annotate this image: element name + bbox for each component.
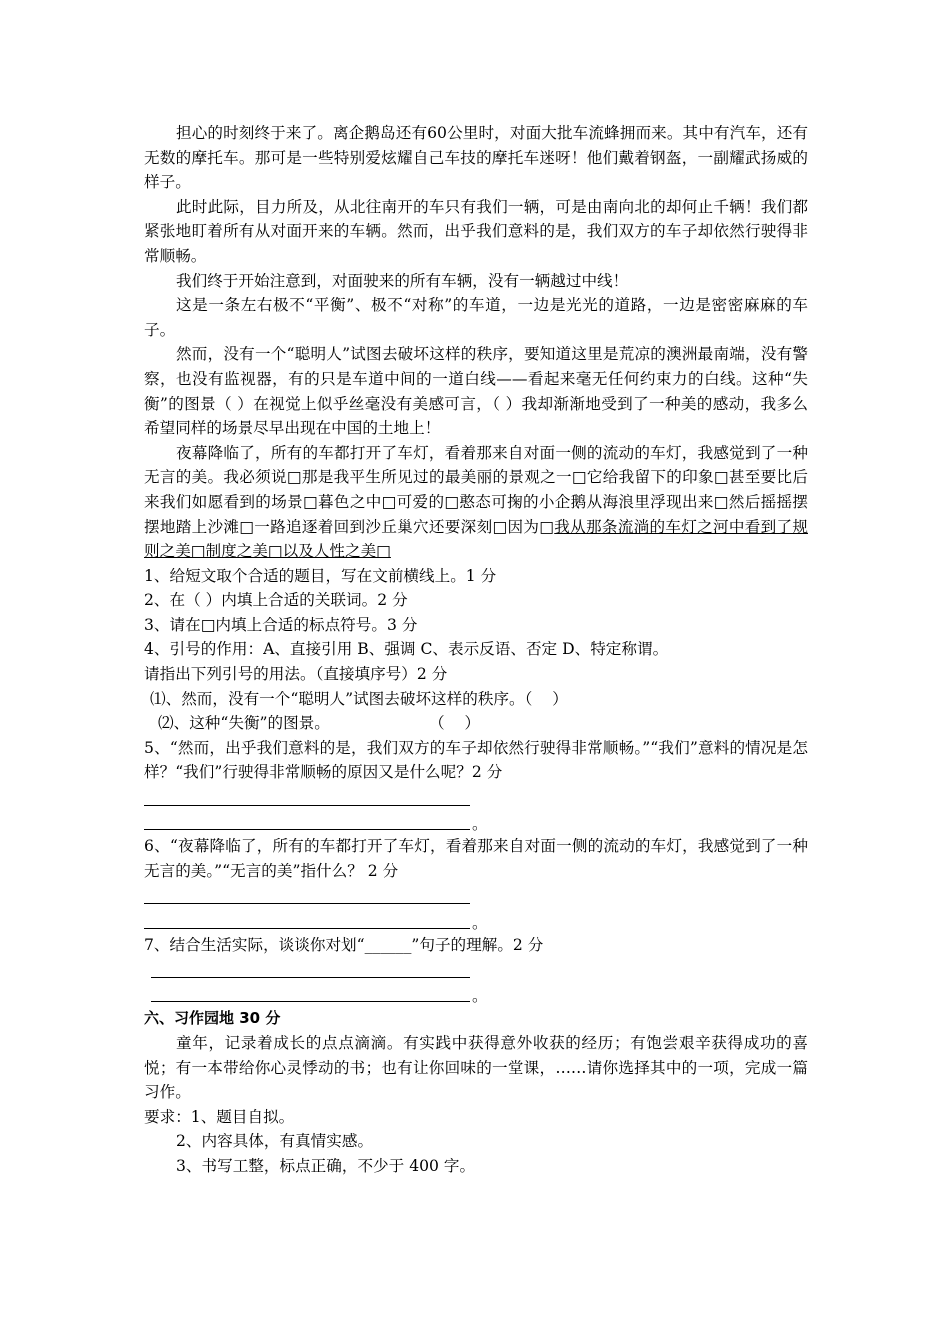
composition-heading: 六、习作园地 30 分 xyxy=(144,1009,281,1028)
passage-paragraph-4: 这是一条左右极不“平衡”、极不“对称”的车道，一边是光光的道路，一边是密密麻麻的车子。 xyxy=(144,296,808,339)
passage-paragraph-5: 然而，没有一个“聪明人”试图去破坏这样的秩序，要知道这里是荒凉的澳洲最南端，没有警察，也没有监视器，有的只是车道中间的一道白线——看起来毫无任何约束力的白线。这种“失衡”的图景（ ）在视觉上似乎丝毫没有美感可言，（ ）我却渐渐地受到了一种美的感动，我多么希望同样的场景尽早出现在中国的土地上！ xyxy=(144,345,808,438)
question-1: 1、给短文取个合适的题目，写在文前横线上。1 分 xyxy=(144,566,497,585)
underlined-sentence: 我从那条流淌的车灯之河中看到了规则之美□制度之美□以及人性之美□ xyxy=(144,517,808,561)
question-6: 6、“夜幕降临了，所有的车都打开了车灯，看着那来自对面一侧的流动的车灯，我感觉到了一种无言的美。”“无言的美”指什么？ 2 分 xyxy=(144,837,808,880)
period-mark: 。 xyxy=(472,987,488,1006)
exam-page xyxy=(144,121,808,1179)
question-5: 5、“然而，出乎我们意料的是，我们双方的车子却依然行驶得非常顺畅。”“我们”意料的情况是怎样？“我们”行驶得非常顺畅的原因又是什么呢？2 分 xyxy=(144,738,808,782)
answer-line-6a[interactable] xyxy=(144,883,808,908)
period-mark: 。 xyxy=(472,913,488,932)
requirement-1: 要求：1、题目自拟。 xyxy=(144,1107,295,1126)
answer-line-5a[interactable] xyxy=(144,785,808,810)
composition-prompt: 童年，记录着成长的点点滴滴。有实践中获得意外收获的经历；有饱尝艰辛获得成功的喜悦；有一本带给你心灵悸动的书；也有让你回味的一堂课，……请你选择其中的一项，完成一篇习作。 xyxy=(144,1033,808,1102)
answer-line-7a[interactable] xyxy=(144,957,808,982)
question-7: 7、结合生活实际，谈谈你对划“______”句子的理解。2 分 xyxy=(144,935,544,954)
question-2: 2、在（ ）内填上合适的关联词。2 分 xyxy=(144,591,408,610)
question-3: 3、请在□内填上合适的标点符号。3 分 xyxy=(144,615,418,634)
requirement-2: 2、内容具体，有真情实感。 xyxy=(176,1132,374,1151)
answer-line-6b[interactable] xyxy=(144,908,808,933)
requirement-3: 3、书写工整，标点正确，不少于 400 字。 xyxy=(176,1156,476,1175)
passage-paragraph-2: 此时此际，目力所及，从北往南开的车只有我们一辆，可是由南向北的却何止千辆！我们都紧张地盯着所有从对面开来的车辆。然而，出乎我们意料的是，我们双方的车子却依然行驶得非常顺畅。 xyxy=(144,197,808,265)
question-4-item-1: ⑴、然而，没有一个“聪明人”试图去破坏这样的秩序。（ ） xyxy=(150,689,568,708)
period-mark: 。 xyxy=(472,815,488,834)
passage-paragraph-3: 我们终于开始注意到，对面驶来的所有车辆，没有一辆越过中线！ xyxy=(176,271,629,290)
question-4: 4、引号的作用：A、直接引用 B、强调 C、表示反语、否定 D、特定称谓。 xyxy=(144,640,669,659)
answer-line-5b[interactable] xyxy=(144,810,808,835)
passage-paragraph-6-text: 夜幕降临了，所有的车都打开了车灯，看着那来自对面一侧的流动的车灯，我感觉到了一种无言的美。我必须说□那是我平生所见过的最美丽的景观之一□它给我留下的印象□甚至要比后来我们如愿看到的场景□暮色之中□可爱的□憨态可掬的小企鹅从海浪里浮现出来□然后摇摇摆摆地踏上沙滩□一路追逐着回到沙丘巢穴还要深刻□因为□ xyxy=(144,443,808,536)
answer-line-7b[interactable] xyxy=(144,982,808,1007)
question-4-item-2: ⑵、这种“失衡”的图景。 （ ） xyxy=(158,714,481,733)
passage-paragraph-6 xyxy=(144,441,808,564)
passage-paragraph-1: 担心的时刻终于来了。离企鹅岛还有60公里时，对面大批车流蜂拥而来。其中有汽车，还有无数的摩托车。那可是一些特别爱炫耀自己车技的摩托车迷呀！他们戴着钢盔，一副耀武扬威的样子。 xyxy=(144,124,808,192)
question-4-instruction: 请指出下列引号的用法。（直接填序号）2 分 xyxy=(144,665,448,684)
